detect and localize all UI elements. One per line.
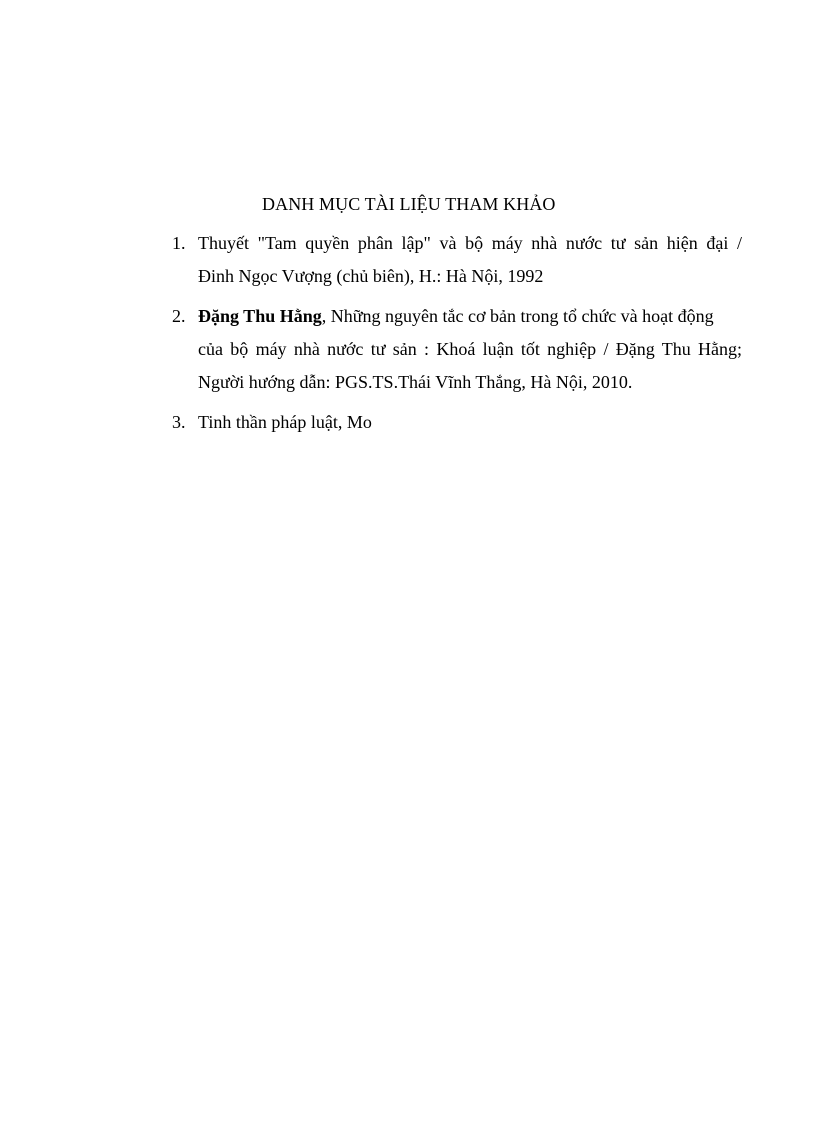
- reference-line: Thuyết "Tam quyền phân lập" và bộ máy nhà nước tư sản hiện đại /: [198, 233, 742, 253]
- reference-line-text: , Những nguyên tắc cơ bản trong tổ chức và hoạt động: [321, 306, 714, 326]
- reference-author: Đặng Thu Hằng: [198, 306, 322, 326]
- reference-item-3: [172, 406, 742, 439]
- reference-line: [198, 300, 742, 333]
- reference-number: 3.: [172, 412, 186, 432]
- reference-item-2: [172, 300, 742, 399]
- reference-list: [172, 227, 742, 446]
- reference-number: 1.: [172, 233, 186, 253]
- page-title: DANH MỤC TÀI LIỆU THAM KHẢO: [262, 194, 556, 214]
- reference-line: Tinh thần pháp luật, Mo: [198, 412, 372, 432]
- reference-line: Đinh Ngọc Vượng (chủ biên), H.: Hà Nội, 1992: [198, 266, 544, 286]
- reference-line: Người hướng dẫn: PGS.TS.Thái Vĩnh Thắng, Hà Nội, 2010.: [198, 372, 633, 392]
- reference-number: 2.: [172, 306, 186, 326]
- reference-line: của bộ máy nhà nước tư sản : Khoá luận tốt nghiệp / Đặng Thu Hằng;: [198, 339, 742, 359]
- reference-item-1: [172, 227, 742, 293]
